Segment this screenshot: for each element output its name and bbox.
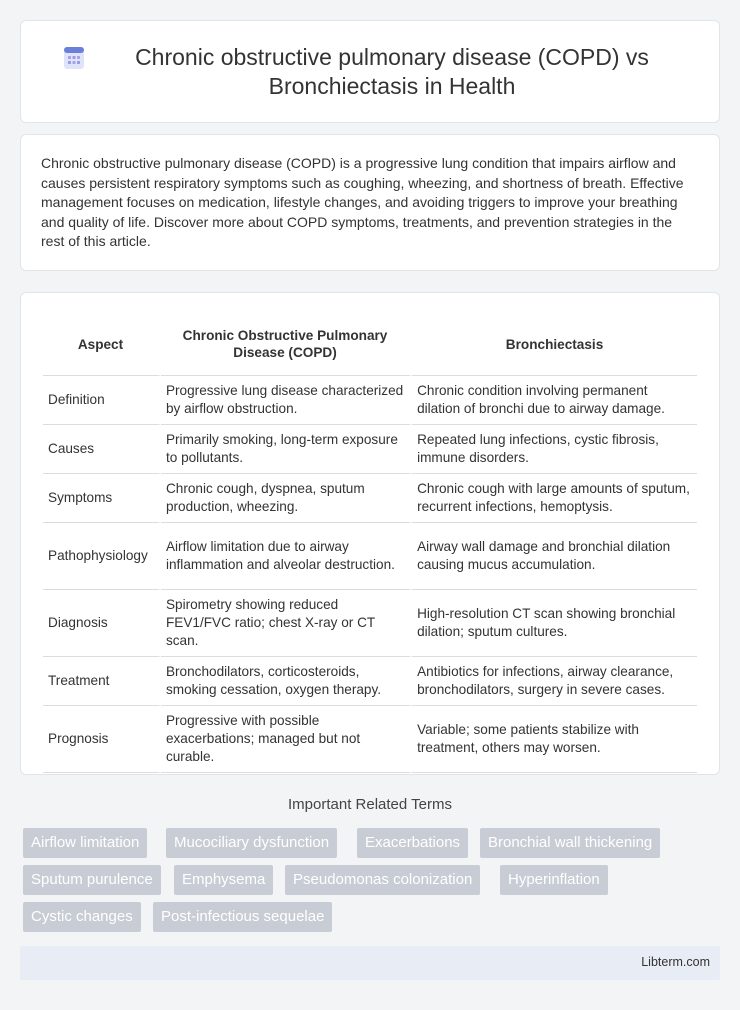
row-bronchiectasis: Repeated lung infections, cystic fibrosis, immune disorders. bbox=[412, 425, 697, 474]
table-header-row bbox=[43, 313, 697, 376]
tag-airflow-limitation[interactable]: Airflow limitation bbox=[23, 828, 147, 858]
tag-hyperinflation[interactable]: Hyperinflation bbox=[500, 865, 608, 895]
header-card bbox=[20, 20, 720, 123]
row-aspect: Pathophysiology bbox=[43, 523, 161, 590]
row-bronchiectasis: Antibiotics for infections, airway clearance, bronchodilators, surgery in severe cases. bbox=[412, 657, 697, 706]
footer-site-link[interactable]: Libterm.com bbox=[641, 955, 710, 969]
footer bbox=[20, 946, 720, 980]
tag-mucociliary-dysfunction[interactable]: Mucociliary dysfunction bbox=[166, 828, 337, 858]
row-copd: Progressive with possible exacerbations; managed but not curable. bbox=[161, 706, 412, 773]
document-icon bbox=[61, 45, 87, 71]
tag-emphysema[interactable]: Emphysema bbox=[174, 865, 273, 895]
tag-cystic-changes[interactable]: Cystic changes bbox=[23, 902, 141, 932]
row-aspect: Symptoms bbox=[43, 474, 161, 523]
tag-bronchial-wall-thickening[interactable]: Bronchial wall thickening bbox=[480, 828, 660, 858]
table-row bbox=[43, 706, 697, 773]
tag-pseudomonas-colonization[interactable]: Pseudomonas colonization bbox=[285, 865, 480, 895]
header-copd: Chronic Obstructive Pulmonary Disease (COPD) bbox=[161, 313, 412, 376]
table-row bbox=[43, 474, 697, 523]
comparison-table-card bbox=[20, 292, 720, 775]
header-aspect: Aspect bbox=[43, 313, 161, 376]
row-bronchiectasis: Chronic condition involving permanent dilation of bronchi due to airway damage. bbox=[412, 376, 697, 425]
row-aspect: Causes bbox=[43, 425, 161, 474]
table-row bbox=[43, 657, 697, 706]
row-bronchiectasis: Chronic cough with large amounts of sputum, recurrent infections, hemoptysis. bbox=[412, 474, 697, 523]
comparison-table bbox=[43, 313, 697, 773]
table-row bbox=[43, 425, 697, 474]
tag-post-infectious-sequelae[interactable]: Post-infectious sequelae bbox=[153, 902, 332, 932]
title-wrap bbox=[21, 43, 719, 101]
tag-exacerbations[interactable]: Exacerbations bbox=[357, 828, 468, 858]
table-row bbox=[43, 376, 697, 425]
row-bronchiectasis: Variable; some patients stabilize with treatment, others may worsen. bbox=[412, 706, 697, 773]
table-row bbox=[43, 523, 697, 590]
row-bronchiectasis: High-resolution CT scan showing bronchial dilation; sputum cultures. bbox=[412, 590, 697, 657]
related-terms-title: Important Related Terms bbox=[288, 796, 452, 813]
row-copd: Bronchodilators, corticosteroids, smoking cessation, oxygen therapy. bbox=[161, 657, 412, 706]
intro-text: Chronic obstructive pulmonary disease (COPD) is a progressive lung condition that impairs airflow and causes persistent respiratory symptoms such as coughing, wheezing, and shortness of breath. Effective management focuses on medication, lifestyle changes, and avoiding triggers to improve your breathing and quality of life. Discover more about COPD symptoms, treatments, and prevention strategies in the rest of this article. bbox=[41, 155, 684, 250]
row-bronchiectasis: Airway wall damage and bronchial dilation causing mucus accumulation. bbox=[412, 523, 697, 590]
row-aspect: Diagnosis bbox=[43, 590, 161, 657]
intro-card bbox=[20, 134, 720, 271]
table-row bbox=[43, 590, 697, 657]
header-bronchiectasis: Bronchiectasis bbox=[412, 313, 697, 376]
row-aspect: Treatment bbox=[43, 657, 161, 706]
row-copd: Primarily smoking, long-term exposure to pollutants. bbox=[161, 425, 412, 474]
row-copd: Progressive lung disease characterized by airflow obstruction. bbox=[161, 376, 412, 425]
row-aspect: Definition bbox=[43, 376, 161, 425]
page-title: Chronic obstructive pulmonary disease (COPD) vs Bronchiectasis in Health bbox=[135, 43, 649, 99]
row-aspect: Prognosis bbox=[43, 706, 161, 773]
row-copd: Airflow limitation due to airway inflammation and alveolar destruction. bbox=[161, 523, 412, 590]
row-copd: Spirometry showing reduced FEV1/FVC ratio; chest X-ray or CT scan. bbox=[161, 590, 412, 657]
tag-sputum-purulence[interactable]: Sputum purulence bbox=[23, 865, 161, 895]
row-copd: Chronic cough, dyspnea, sputum production, wheezing. bbox=[161, 474, 412, 523]
